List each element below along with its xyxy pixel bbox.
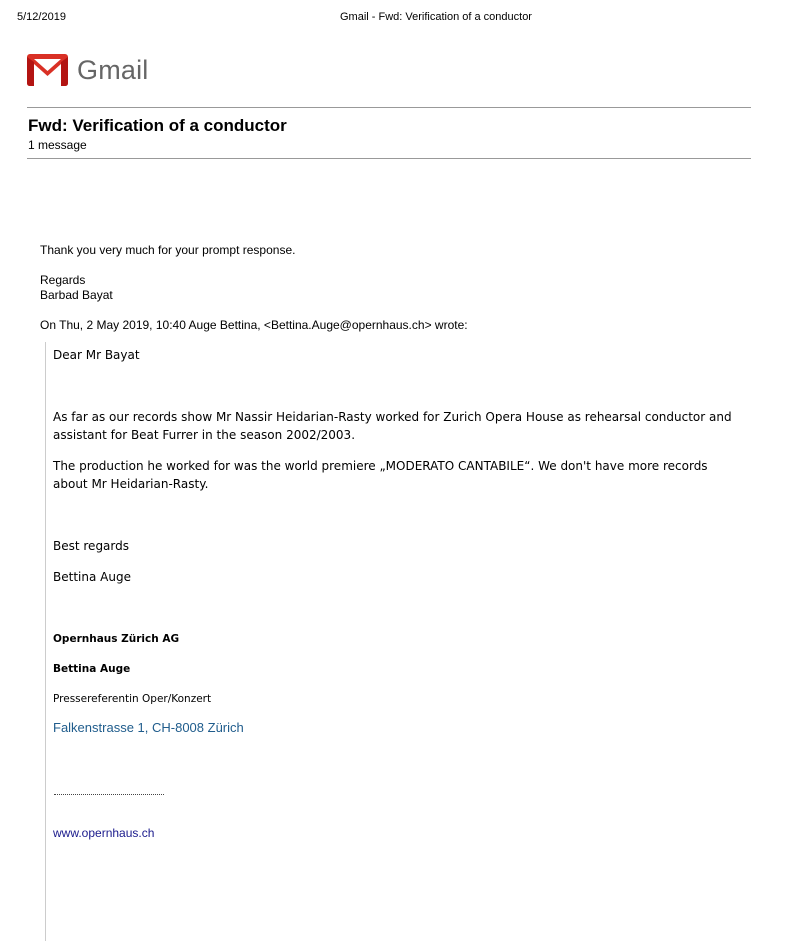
reply-signature-name: Barbad Bayat: [40, 288, 113, 302]
print-title: Gmail - Fwd: Verification of a conductor: [340, 11, 532, 23]
gmail-wordmark: Gmail: [77, 55, 149, 85]
quote-border: [45, 342, 46, 941]
quoted-greeting: Dear Mr Bayat: [53, 348, 140, 362]
message-count: 1 message: [28, 138, 87, 152]
signature-role: Pressereferentin Oper/Konzert: [53, 693, 212, 705]
signature-dotted-divider: [54, 794, 164, 795]
thread-subject: Fwd: Verification of a conductor: [28, 116, 287, 135]
signature-name: Bettina Auge: [53, 663, 131, 675]
quoted-paragraph-1: As far as our records show Mr Nassir Heidarian-Rasty worked for Zurich Opera House as rehearsal conductor and assistant for Beat Furrer in the season 2002/2003.: [53, 410, 732, 442]
quoted-paragraph-2: The production he worked for was the world premiere „MODERATO CANTABILE“. We don't have more records about Mr Heidarian-Rasty.: [53, 459, 708, 491]
header-divider-bottom: [27, 158, 751, 159]
quoted-sender: Bettina Auge: [53, 570, 131, 584]
gmail-m-icon: [27, 54, 68, 86]
website-link[interactable]: www.opernhaus.ch: [53, 826, 155, 840]
signature-organization: Opernhaus Zürich AG: [53, 633, 180, 645]
reply-attribution: On Thu, 2 May 2019, 10:40 Auge Bettina, <Bettina.Auge@opernhaus.ch> wrote:: [40, 318, 468, 332]
print-date: 5/12/2019: [17, 11, 66, 23]
reply-thanks: Thank you very much for your prompt response.: [40, 243, 296, 257]
gmail-logo: [27, 54, 149, 86]
reply-regards: Regards: [40, 273, 86, 287]
signature-address: Falkenstrasse 1, CH-8008 Zürich: [53, 720, 244, 735]
quoted-closing: Best regards: [53, 539, 130, 553]
header-divider-top: [27, 107, 751, 108]
